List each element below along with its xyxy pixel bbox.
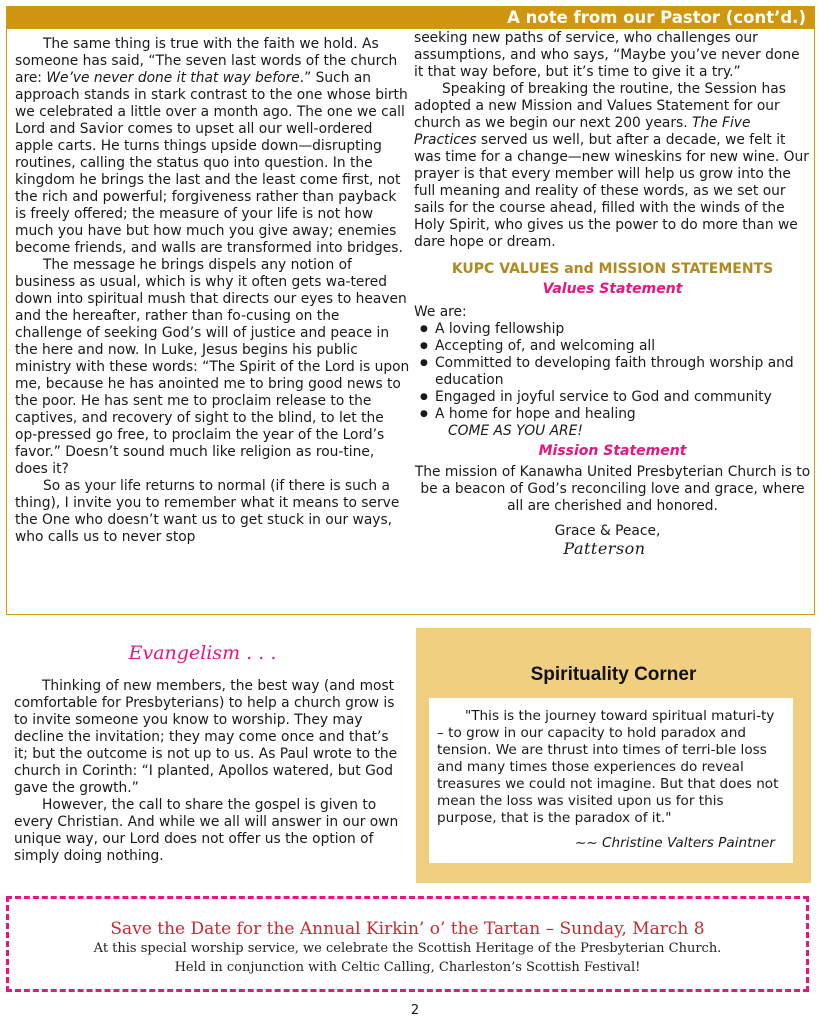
list-item: ● Committed to developing faith through worship and education <box>414 355 811 389</box>
save-the-date-line: At this special worship service, we celebrate the Scottish Heritage of the Presbyterian Church. <box>93 941 722 956</box>
paragraph: Thinking of new members, the best way (and most comfortable for Presbyterians) to help a church grow is to invite someone you know to worship. They may decline the invitation; they may come once and that’s it; but the outcome is not up to us. As Paul wrote to the church in Corinth: “I planted, Apollos watered, but God gave the growth.” <box>14 678 398 796</box>
paragraph: Speaking of breaking the routine, the Session has adopted a new Mission and Values Statement for our church as we begin our next 200 years. The Five Practices served us well, but after a decade, we felt it was time for a change—new wineskins for new wine. Our prayer is that every member will help us grow into the full meaning and reality of these words, as we set our sails for the course ahead, filled with the winds of the Holy Spirit, who gives us the power to do more than we dare hope or dream. <box>414 81 809 250</box>
spirituality-title: Spirituality Corner <box>530 664 697 685</box>
list-item: ● Engaged in joyful service to God and community <box>414 389 811 406</box>
paragraph: The message he brings dispels any notion of business as usual, which is why it often gets wa-tered down into spiritual mush that directs our eyes to heaven and the hereafter, rather than fo-cusing on the challenge of seeking God’s will of justice and peace in the here and now. In Luke, Jesus begins his public ministry with these words: “The Spirit of the Lord is upon me, because he has anointed me to bring good news to the poor. He has sent me to proclaim release to the captives, and recovery of sight to the blind, to let the op-pressed go free, to proclaim the year of the Lord’s favor.” Doesn’t sound much like religion as rou-tine, does it? <box>15 257 410 477</box>
pastor-note-frame <box>6 6 815 615</box>
paragraph: The same thing is true with the faith we hold. As someone has said, “The seven last words of the church are: We’ve never done it that way before.” Such an approach stands in stark contrast to the one whose birth we celebrated a little over a month ago. The one we call Lord and Savior comes to upset all our well-ordered apple carts. He turns things upside down—disrupting routines, calling the status quo into question. In the kingdom he brings the last and the least come first, not the rich and powerful; forgiveness rather than payback is freely offered; the measure of your life is not how much you have but how much you give away; enemies become friends, and walls are transformed into bridges. <box>15 36 408 256</box>
page-number: 2 <box>410 1003 420 1018</box>
evangelism-body <box>14 678 404 865</box>
quote-attribution: ~~ Christine Valters Paintner <box>574 835 775 851</box>
section-header: A note from our Pastor (cont’d.) <box>7 7 814 29</box>
mission-text: The mission of Kanawha United Presbyterian Church is to be a beacon of God’s reconciling love and grace, where all are cherished and honored. <box>414 464 811 514</box>
quote-text: "This is the journey toward spiritual maturi-ty – to grow in our capacity to hold paradox and tension. We are thrust into times of terri-ble loss and many times those experiences do reveal treasures we could not imagine. But that does not mean the loss was visited upon us for this purpose, that is the paradox of it." <box>437 708 779 826</box>
values-list <box>414 321 811 423</box>
save-the-date-box <box>6 896 809 992</box>
pastor-column-right <box>414 30 811 557</box>
list-item: ● Accepting of, and welcoming all <box>414 338 811 355</box>
values-intro: We are: <box>414 304 467 320</box>
spirituality-corner <box>416 628 811 883</box>
signoff: Grace & Peace, <box>554 523 661 539</box>
save-the-date-title: Save the Date for the Annual Kirkin’ o’ the Tartan – Sunday, March 8 <box>110 919 705 939</box>
values-tagline: COME AS YOU ARE! <box>448 423 583 439</box>
values-statement-heading: Values Statement <box>542 281 683 297</box>
evangelism-title: Evangelism . . . <box>128 642 277 664</box>
mission-statement-heading: Mission Statement <box>538 443 687 459</box>
signature: Patterson <box>563 539 646 558</box>
spirituality-quote-box <box>429 698 793 863</box>
paragraph: However, the call to share the gospel is given to every Christian. And while we all will answer in our own unique way, our Lord does not offer us the option of simply doing nothing. <box>14 797 399 864</box>
paragraph: So as your life returns to normal (if there is such a thing), I invite you to remember what it means to serve the One who doesn’t want us to get stuck in our ways, who calls us to never stop <box>15 478 400 545</box>
save-the-date-line: Held in conjunction with Celtic Calling, Charleston’s Scottish Festival! <box>174 960 641 975</box>
pastor-column-left <box>15 36 410 546</box>
paragraph: seeking new paths of service, who challenges our assumptions, and who says, “Maybe you’ve never done it that way before, but it’s time to give it a try.” <box>414 30 800 80</box>
list-item: ● A home for hope and healing <box>414 406 811 423</box>
list-item: ● A loving fellowship <box>414 321 811 338</box>
kupc-statements-heading: KUPC VALUES and MISSION STATEMENTS <box>451 261 774 277</box>
